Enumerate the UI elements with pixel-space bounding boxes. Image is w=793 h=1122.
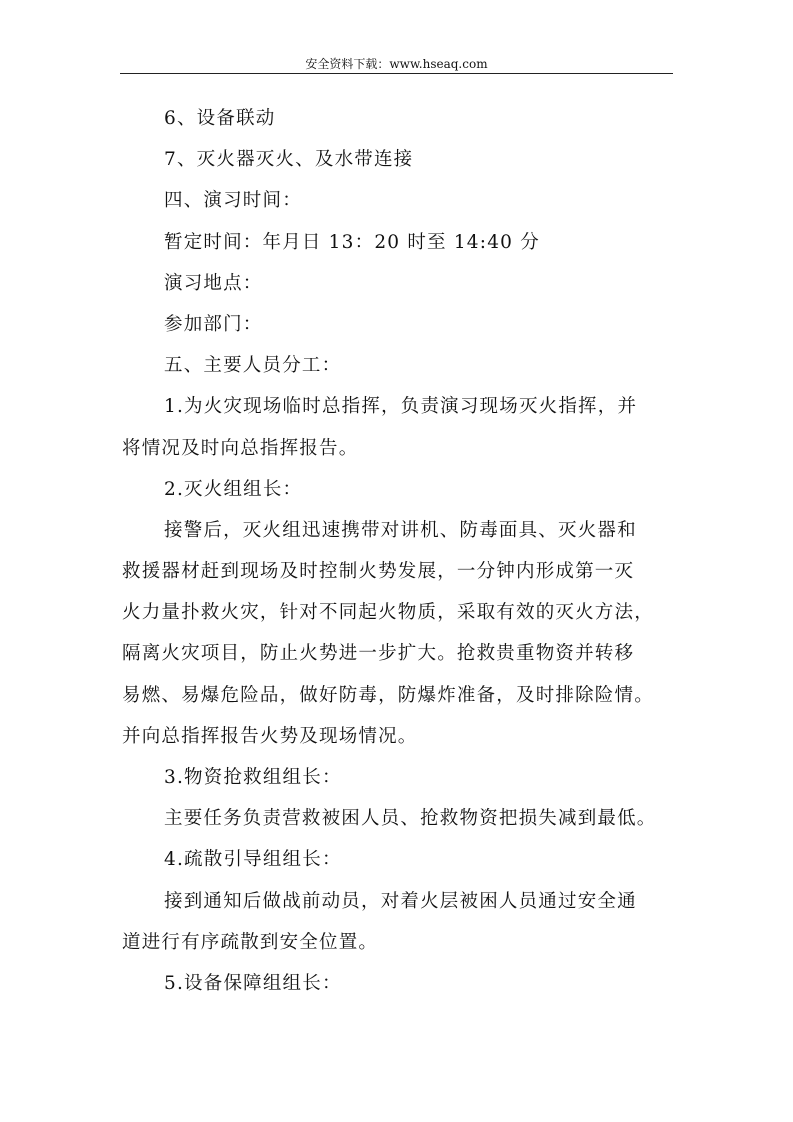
document-body [122, 98, 678, 1004]
section-heading-roles: 五、主要人员分工： [164, 355, 342, 377]
paragraph-line: 道进行有序疏散到安全位置。 [122, 931, 379, 953]
header-divider [120, 73, 673, 74]
drill-location: 演习地点： [164, 272, 263, 294]
paragraph-line: 将情况及时向总指挥报告。 [122, 437, 359, 459]
tentative-time: 暂定时间：年月日 13：20 时至 14:40 分 [164, 231, 540, 253]
role-heading-firefighting: 2.灭火组组长： [164, 478, 303, 500]
participating-departments: 参加部门： [164, 313, 263, 335]
list-item-device-linkage: 6、设备联动 [164, 108, 276, 129]
paragraph-line: 接到通知后做战前动员，对着火层被困人员通过安全通 [164, 890, 637, 912]
paragraph-line: 火力量扑救火灾，针对不同起火物质，采取有效的灭火方法， [122, 602, 654, 624]
section-heading-time: 四、演习时间： [164, 190, 302, 212]
paragraph-line: 并向总指挥报告火势及现场情况。 [122, 725, 418, 747]
paragraph-line: 1.为火灾现场临时总指挥，负责演习现场灭火指挥，并 [164, 396, 638, 418]
page-header: 安全资料下载：www.hseaq.com [305, 57, 488, 71]
role-heading-equipment: 5.设备保障组组长： [164, 972, 342, 994]
paragraph-line: 易燃、易爆危险品，做好防毒，防爆炸准备，及时排除险情。 [122, 684, 654, 706]
role-heading-evacuation: 4.疏散引导组组长： [164, 849, 342, 871]
role-heading-rescue: 3.物资抢救组组长： [164, 767, 342, 788]
paragraph-line: 接警后，灭火组迅速携带对讲机、防毒面具、灭火器和 [164, 519, 637, 541]
paragraph-line: 主要任务负责营救被困人员、抢救物资把损失减到最低。 [164, 808, 657, 830]
paragraph-line: 隔离火灾项目，防止火势进一步扩大。抢救贵重物资并转移 [122, 643, 635, 665]
list-item-extinguisher: 7、灭火器灭火、及水带连接 [164, 149, 414, 171]
paragraph-line: 救援器材赶到现场及时控制火势发展，一分钟内形成第一灭 [122, 561, 635, 583]
